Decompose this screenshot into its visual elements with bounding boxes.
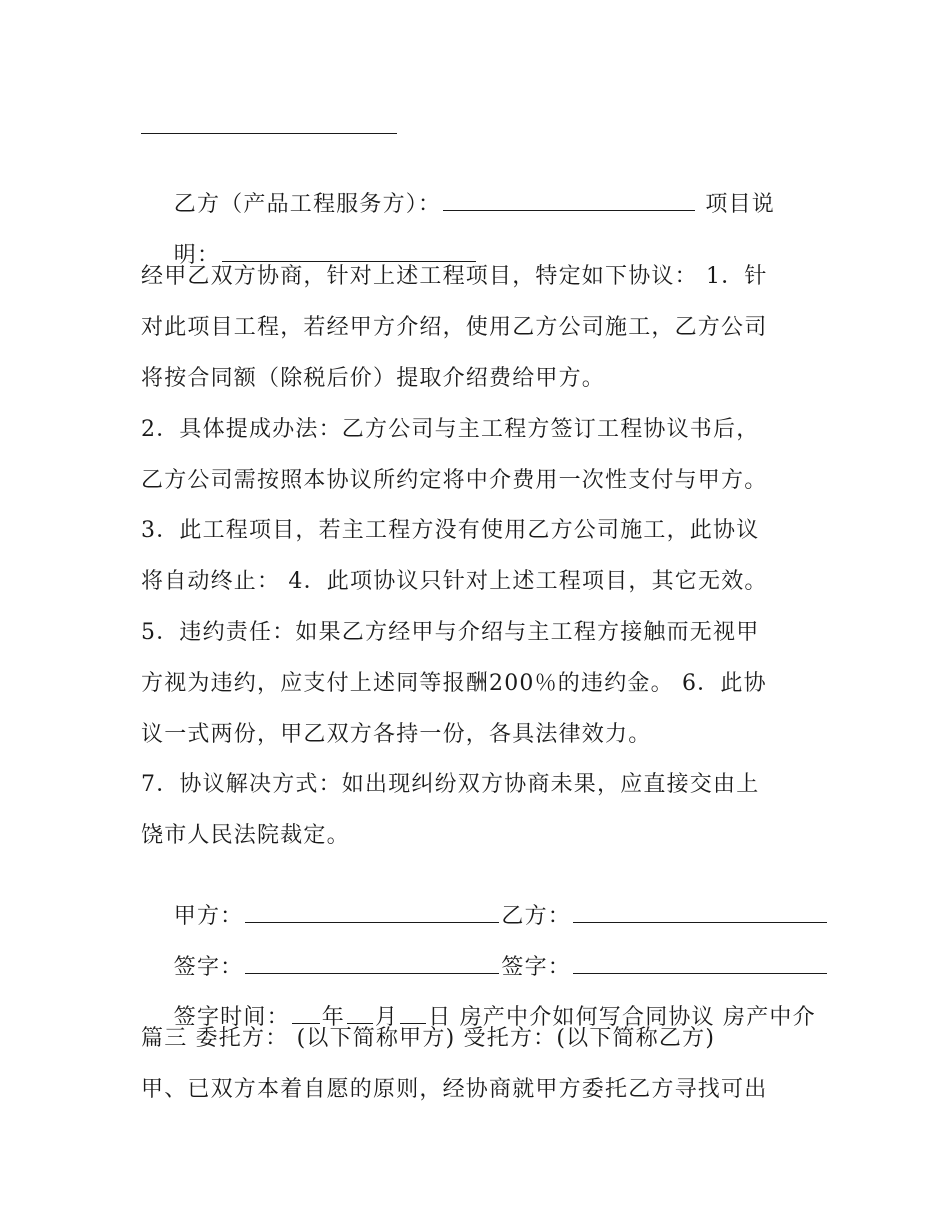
paragraph-line: 方视为违约，应支付上述同等报酬200％的违约金。 6．此协 (141, 671, 767, 696)
section-three-line: 篇三 委托方： (以下简称甲方) 受托方：(以下简称乙方) (141, 1026, 716, 1051)
paragraph-line: 将按合同额（除税后价）提取介绍费给甲方。 (141, 366, 606, 391)
sign-date-label: 签字时间： (173, 1005, 290, 1030)
signature-blank-top (141, 133, 397, 134)
project-desc-label-1: 项目说 (697, 192, 775, 217)
paragraph-line: 7．协议解决方式：如出现纠纷双方协商未果，应直接交由上 (141, 772, 760, 797)
month-label: 月 (375, 1005, 399, 1030)
sign-a-label: 签字： (173, 955, 244, 980)
sign-b-label: 签字： (501, 955, 571, 980)
day-and-title: 日 房产中介如何写合同协议 房产中介 (428, 1005, 816, 1030)
paragraph-line: 议一式两份，甲乙双方各持一份，各具法律效力。 (141, 722, 652, 747)
paragraph-line: 饶市人民法院裁定。 (141, 823, 350, 848)
year-label: 年 (321, 1005, 345, 1030)
party-b-label: 乙方（产品工程服务方）： (173, 192, 442, 217)
paragraph-line: 将自动终止： 4．此项协议只针对上述工程项目，其它无效。 (141, 569, 768, 594)
paragraph-line: 对此项目工程，若经甲方介绍，使用乙方公司施工，乙方公司 (141, 315, 768, 340)
paragraph-line: 2．具体提成办法：乙方公司与主工程方签订工程协议书后， (141, 417, 760, 442)
project-desc-label-2: 明： (173, 243, 221, 268)
paragraph-line: 经甲乙双方协商，针对上述工程项目，特定如下协议： 1．针 (141, 264, 768, 289)
party-b-blank (443, 209, 695, 211)
party-a-label: 甲方： (173, 904, 244, 929)
paragraph-line: 3．此工程项目，若主工程方没有使用乙方公司施工，此协议 (141, 518, 760, 543)
paragraph-line: 乙方公司需按照本协议所约定将中介费用一次性支付与甲方。 (141, 468, 768, 493)
paragraph-line: 5．违约责任：如果乙方经甲与介绍与主工程方接触而无视甲 (141, 620, 760, 645)
party-b-sign-label: 乙方： (501, 904, 571, 929)
paragraph-line: 甲、已双方本着自愿的原则，经协商就甲方委托乙方寻找可出 (141, 1077, 768, 1102)
